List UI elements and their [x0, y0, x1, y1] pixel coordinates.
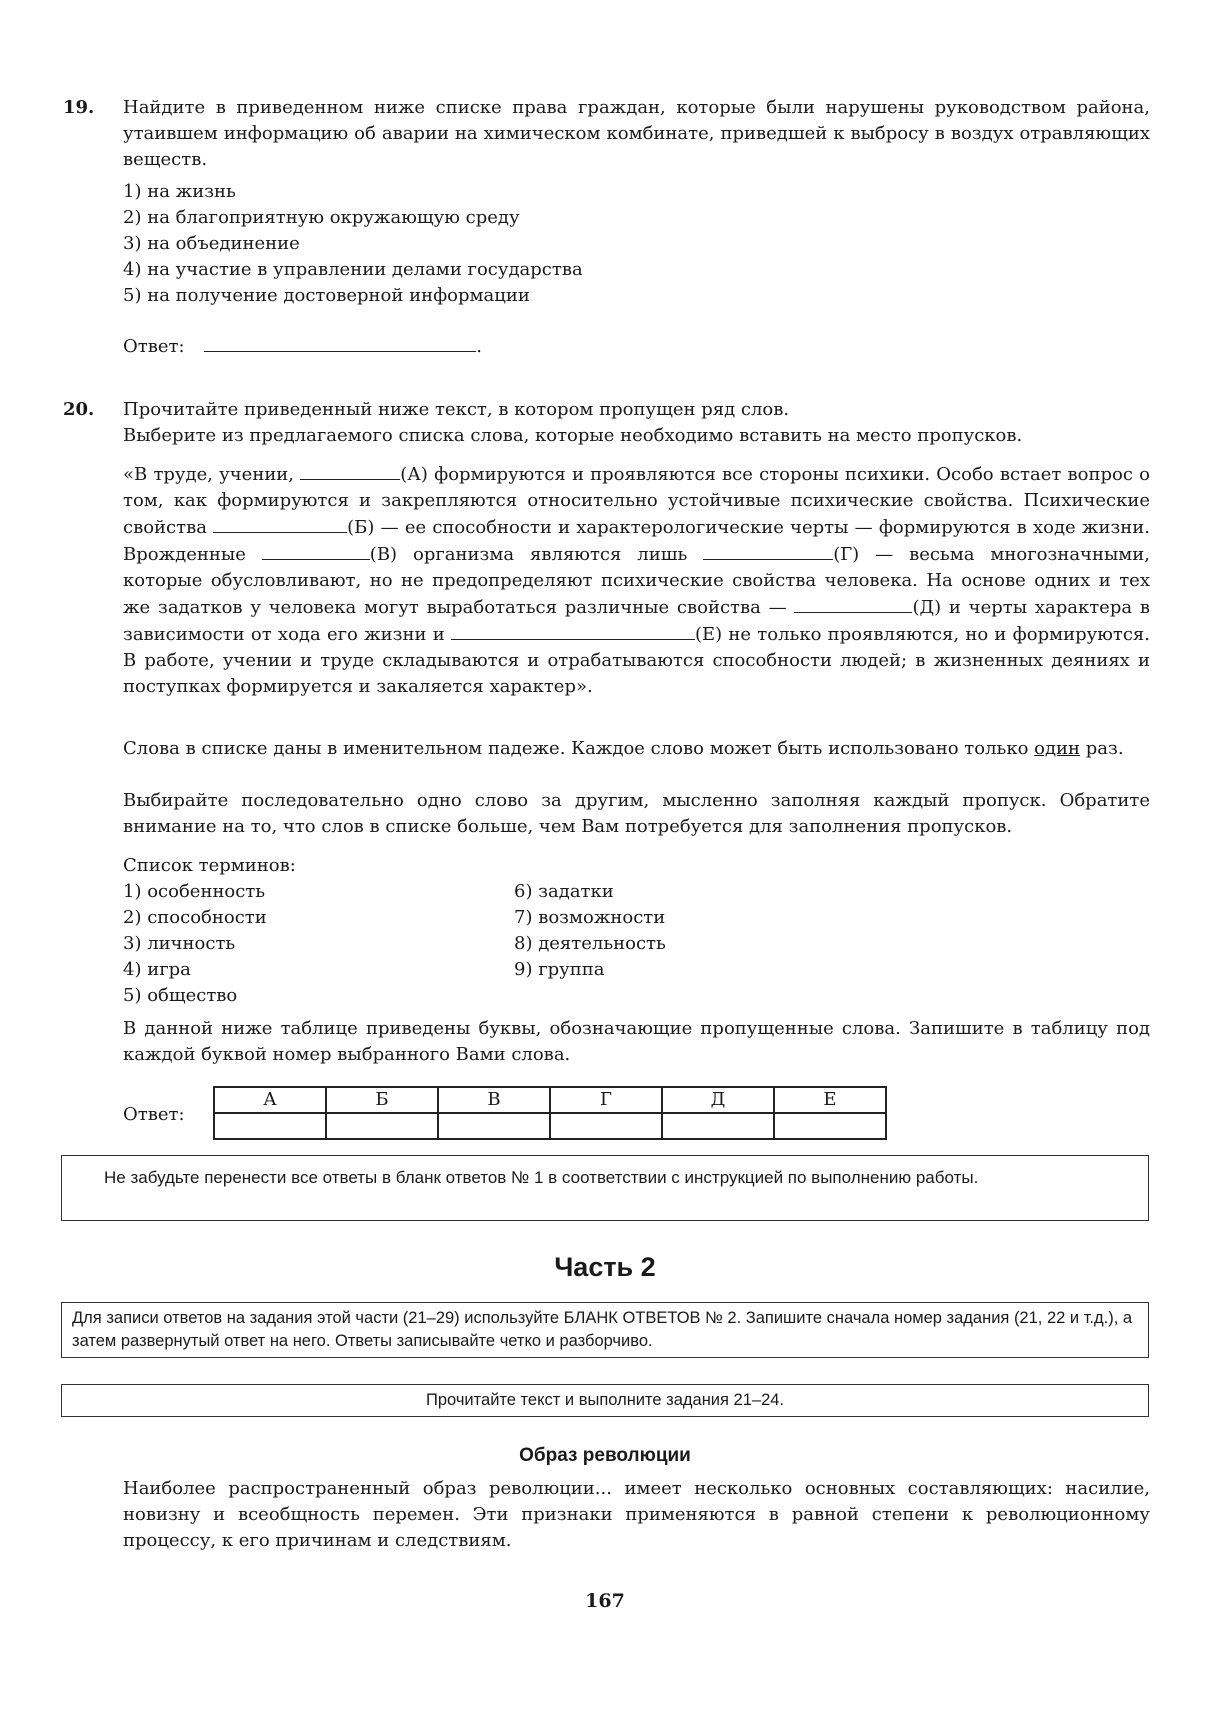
passage-part-7: (Е) не только проявляются, но и формируются. В работе, учении и труде складываются и отрабатываются способности людей; в жизненных деяниях и поступках формируется и закаляется характер».	[123, 624, 1150, 697]
task-20-passage	[123, 461, 1150, 700]
answer-table-header	[214, 1087, 886, 1113]
blank-a[interactable]	[300, 461, 400, 480]
answer-cell-d[interactable]	[662, 1113, 774, 1139]
note-1-end: раз.	[1080, 738, 1124, 759]
task-20-intro	[123, 397, 1150, 449]
term-8: 8) деятельность	[514, 933, 666, 954]
intro-line-1: Прочитайте приведенный ниже текст, в котором пропущен ряд слов.	[123, 399, 790, 420]
part-2-title: Часть 2	[554, 1252, 656, 1282]
reminder-text: Не забудьте перенести все ответы в бланк ответов № 1 в соответствии с инструкцией по выполнению работы.	[104, 1168, 979, 1187]
term-4: 4) игра	[123, 959, 191, 980]
answer-table-inputs	[214, 1113, 886, 1139]
task-20-note-2: Выбирайте последовательно одно слово за другим, мысленно заполняя каждый пропуск. Обратите внимание на то, что слов в списке больше, чем Вам потребуется для заполнения пропусков.	[123, 790, 1150, 837]
term-1: 1) особенность	[123, 881, 266, 902]
term-9: 9) группа	[514, 959, 605, 980]
letter-e: Е	[774, 1087, 886, 1113]
passage-part-3: (Б) — ее способности и характерологические черты — формируются в ходе жизни. Врожденные	[123, 517, 1150, 565]
task-19-options	[123, 179, 583, 309]
option-4: 4) на участие в управлении делами государства	[123, 259, 583, 280]
passage-part-6: (Д) и черты характера в зависимости от хода его жизни и	[123, 597, 1150, 645]
terms-title: Список терминов:	[123, 855, 296, 876]
answer-line[interactable]	[204, 333, 476, 352]
text-title: Образ революции	[519, 1445, 691, 1466]
answer-label: Ответ:	[123, 336, 185, 357]
intro-line-2: Выберите из предлагаемого списка слова, которые необходимо вставить на место пропусков.	[123, 425, 1023, 446]
read-text-box	[61, 1384, 1149, 1417]
blank-g[interactable]	[703, 541, 833, 560]
part-2-instruction: Для записи ответов на задания этой части (21–29) используйте БЛАНК ОТВЕТОВ № 2. Запишите сначала номер задания (21, 22 и т.д.), а затем развернутый ответ на него. Ответы записывайте четко и разборчиво.	[72, 1309, 1133, 1350]
table-instruction: В данной ниже таблице приведены буквы, обозначающие пропущенные слова. Запишите в таблицу под каждой буквой номер выбранного Вами слова.	[123, 1018, 1150, 1065]
passage-part-5: (Г) — весьма многозначными, которые обусловливают, но не предопределяют психические свойства человека. На основе одних и тех же задатков у человека могут выработаться различные свойства —	[123, 544, 1150, 618]
option-1: 1) на жизнь	[123, 181, 236, 202]
letter-v: В	[438, 1087, 550, 1113]
term-2: 2) способности	[123, 907, 267, 928]
terms-left-column	[123, 879, 267, 1009]
task-20-answer-label: Ответ:	[123, 1104, 185, 1125]
note-1-text: Слова в списке даны в именительном падеже. Каждое слово может быть использовано только	[123, 738, 1035, 759]
letter-a: А	[214, 1087, 326, 1113]
task-20-note-1	[123, 736, 1150, 762]
note-1-underlined: один	[1034, 738, 1081, 759]
answer-table	[213, 1086, 887, 1140]
text-body: Наиболее распространенный образ революции... имеет несколько основных составляющих: насилие, новизну и всеобщность перемен. Эти признаки применяются в равной степени к революционному процессу, к его причинам и следствиям.	[123, 1478, 1150, 1551]
blank-d[interactable]	[794, 594, 912, 613]
read-text-instruction: Прочитайте текст и выполните задания 21–24.	[425, 1391, 785, 1409]
term-6: 6) задатки	[514, 881, 614, 902]
task-19-answer	[123, 333, 482, 360]
option-2: 2) на благоприятную окружающую среду	[123, 207, 520, 228]
term-5: 5) общество	[123, 985, 238, 1006]
passage-part-2: (А) формируются и проявляются все стороны психики. Особо встает вопрос о том, как формируются и закрепляются относительно устойчивые психические свойства. Психические свойства	[123, 464, 1150, 538]
term-7: 7) возможности	[514, 907, 666, 928]
answer-cell-a[interactable]	[214, 1113, 326, 1139]
letter-b: Б	[326, 1087, 438, 1113]
answer-cell-g[interactable]	[550, 1113, 662, 1139]
task-19-number: 19.	[63, 97, 95, 118]
blank-b[interactable]	[213, 514, 347, 533]
blank-v[interactable]	[262, 541, 370, 560]
answer-cell-e[interactable]	[774, 1113, 886, 1139]
answer-cell-v[interactable]	[438, 1113, 550, 1139]
reminder-box	[61, 1155, 1149, 1221]
letter-d: Д	[662, 1087, 774, 1113]
option-5: 5) на получение достоверной информации	[123, 285, 530, 306]
terms-right-column	[514, 879, 666, 983]
answer-cell-b[interactable]	[326, 1113, 438, 1139]
task-19-question: Найдите в приведенном ниже списке права граждан, которые были нарушены руководством района, утаившем информацию об аварии на химическом комбинате, приведшей к выбросу в воздух отравляющих веществ.	[123, 97, 1150, 170]
option-3: 3) на объединение	[123, 233, 300, 254]
page-number: 167	[585, 1590, 625, 1612]
part-2-instruction-box	[61, 1302, 1149, 1358]
passage-part-4: (В) организма являются лишь	[369, 544, 704, 565]
blank-e[interactable]	[451, 621, 695, 640]
answer-period: .	[476, 336, 482, 357]
term-3: 3) личность	[123, 933, 236, 954]
passage-part-1: «В труде, учении,	[123, 464, 301, 485]
task-20-number: 20.	[63, 399, 95, 420]
letter-g: Г	[550, 1087, 662, 1113]
